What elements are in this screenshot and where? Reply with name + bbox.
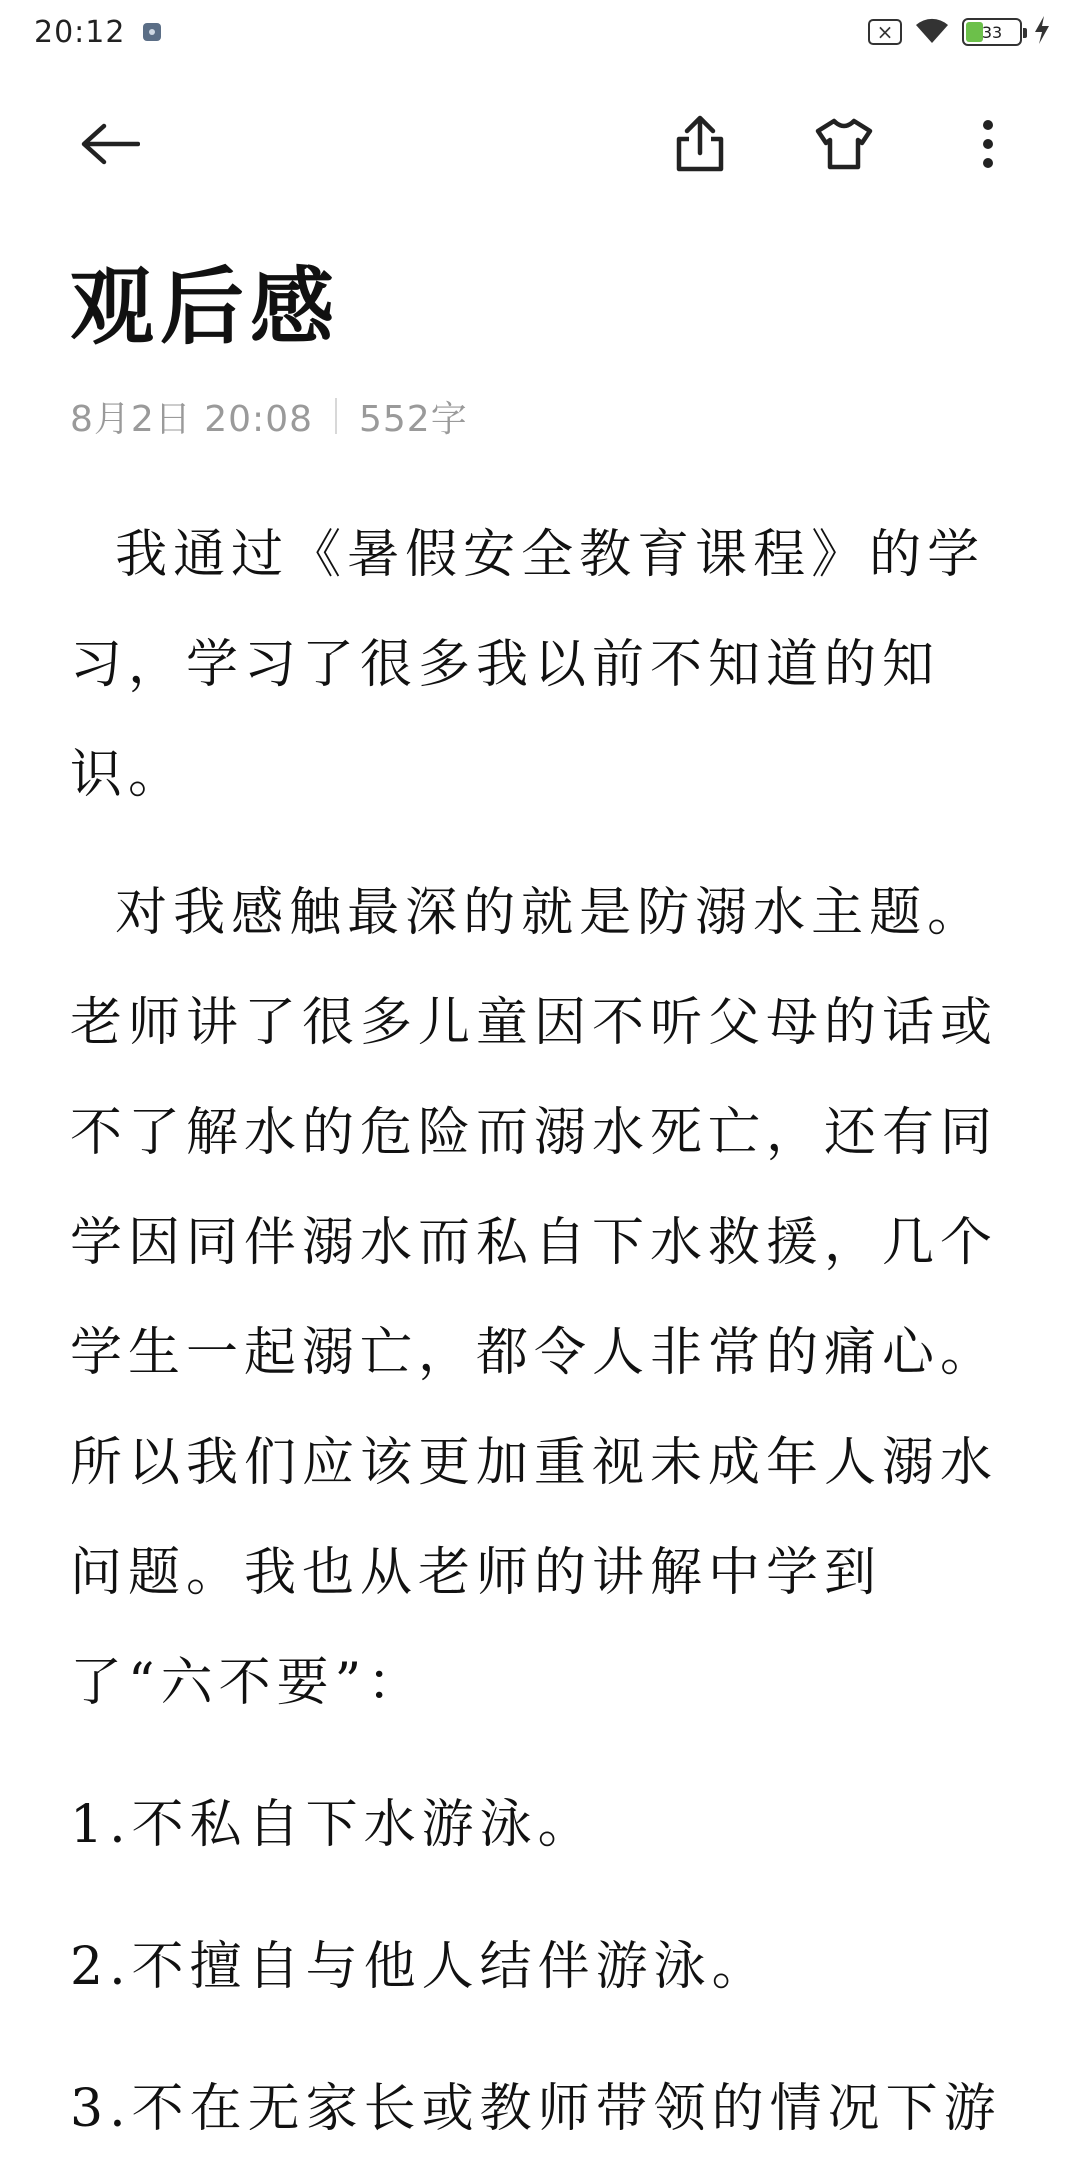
shirt-icon <box>814 117 874 171</box>
back-arrow-icon <box>80 122 140 166</box>
meta-divider <box>335 398 337 434</box>
status-left <box>34 15 161 50</box>
share-button[interactable] <box>652 96 748 192</box>
status-time: 20:12 <box>34 14 126 50</box>
charging-icon <box>1034 15 1050 49</box>
more-button[interactable] <box>940 96 1036 192</box>
note-date: 8月2日 20:08 <box>70 398 313 440</box>
list-item: 2.不擅自与他人结伴游泳。 <box>70 1937 770 1997</box>
note-title[interactable]: 观后感 <box>70 257 341 356</box>
wifi-icon <box>914 15 950 49</box>
word-count: 552字 <box>359 398 468 440</box>
battery-icon <box>962 18 1022 46</box>
more-vertical-icon <box>980 119 996 169</box>
list-item: 3.不在无家长或教师带领的情况下游 <box>70 2079 1002 2139</box>
notification-icon <box>143 23 161 41</box>
share-icon <box>673 115 727 173</box>
battery-level: 33 <box>981 22 1003 42</box>
back-button[interactable] <box>62 96 158 192</box>
theme-button[interactable] <box>796 96 892 192</box>
status-bar <box>0 0 1080 64</box>
status-right <box>868 15 1050 49</box>
paragraph: 我通过《暑假安全教育课程》的学习，学习了很多我以前不知道的知识。 <box>70 525 986 805</box>
sim-no-service-icon: × <box>868 19 902 45</box>
list-item: 1.不私自下水游泳。 <box>70 1795 596 1855</box>
note-meta <box>70 392 468 440</box>
note-body[interactable] <box>70 500 1010 2164</box>
paragraph: 对我感触最深的就是防溺水主题。老师讲了很多儿童因不听父母的话或不了解水的危险而溺水死亡，还有同学因同伴溺水而私自下水救援，几个学生一起溺亡，都令人非常的痛心。所以我们应该更加重视未成年人溺水问题。我也从老师的讲解中学到了“六不要”： <box>70 883 999 1713</box>
toolbar <box>0 96 1080 192</box>
